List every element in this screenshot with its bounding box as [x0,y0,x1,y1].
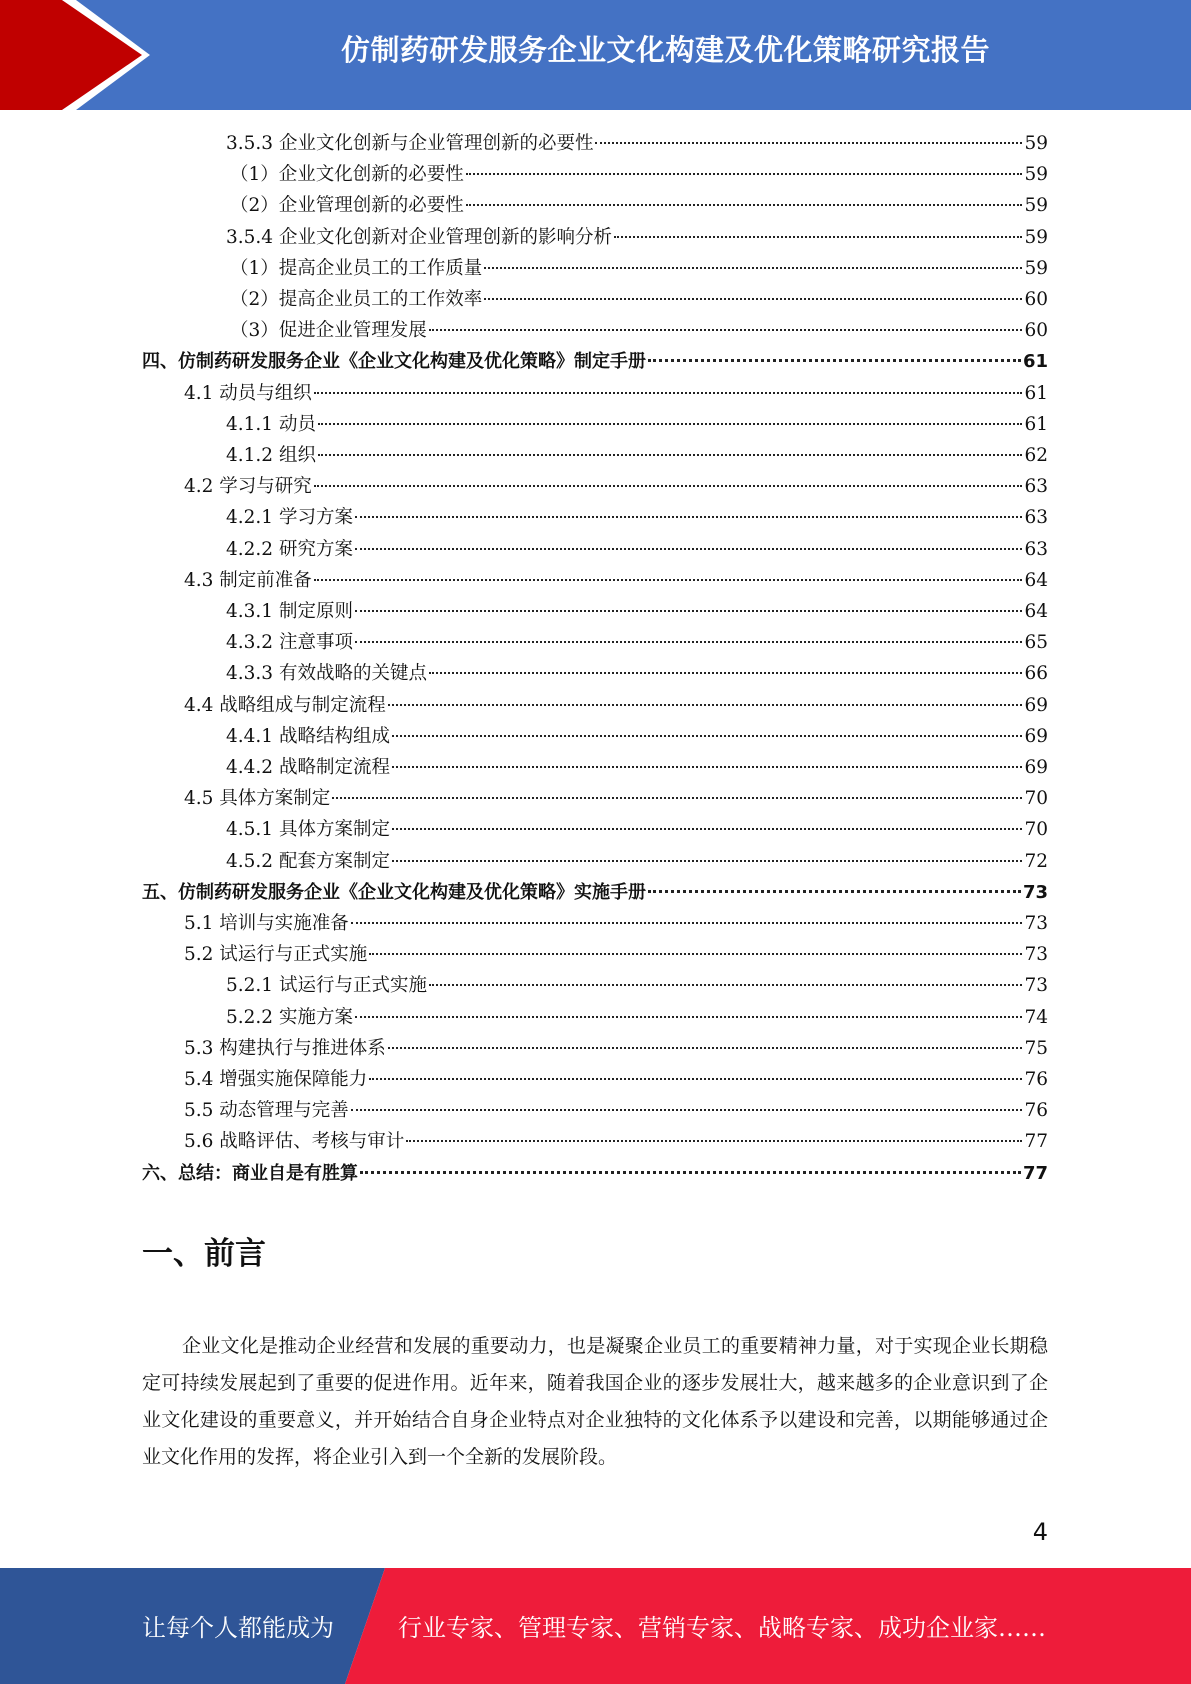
toc-entry-title: 4.5.2 配套方案制定 [226,850,390,872]
toc-entry-page: 75 [1024,1037,1048,1059]
toc-entry-title: 4.3.1 制定原则 [226,601,353,622]
toc-entry[interactable] [184,690,1048,721]
toc-dot-leader [314,485,1023,487]
header-title: 仿制药研发服务企业文化构建及优化策略研究报告 [340,33,990,67]
toc-entry-page: 59 [1024,195,1048,217]
toc-dot-leader [360,1171,1021,1174]
toc-entry-page: 63 [1024,476,1048,498]
toc-entry-title: 4.4 战略组成与制定流程 [184,694,386,716]
toc-entry-page: 69 [1024,757,1048,778]
toc-entry-title: （2）提高企业员工的工作效率 [230,289,483,310]
toc-entry[interactable] [230,190,1048,221]
toc-entry-page: 66 [1024,663,1048,685]
toc-dot-leader [392,735,1022,737]
toc-entry[interactable] [226,658,1048,689]
toc-entry-page: 61 [1022,351,1048,373]
toc-entry[interactable] [226,721,1048,752]
toc-dot-leader [466,204,1023,206]
toc-entry-title: 5.4 增强实施保障能力 [184,1069,368,1090]
toc-entry[interactable] [142,346,1048,377]
toc-entry[interactable] [226,846,1048,877]
toc-entry-title: 5.2.1 试运行与正式实施 [226,975,427,997]
toc-dot-leader [351,1109,1023,1111]
toc-entry-title: 4.4.2 战略制定流程 [226,757,390,778]
toc-dot-leader [429,984,1022,986]
toc-entry[interactable] [184,471,1048,502]
toc-dot-leader [648,890,1021,893]
toc-entry-page: 65 [1024,632,1048,654]
toc-entry-page: 77 [1024,1131,1048,1153]
toc-entry-title: （1）企业文化创新的必要性 [230,164,464,186]
toc-entry[interactable] [230,284,1048,315]
toc-dot-leader [355,516,1023,518]
toc-dot-leader [388,704,1023,706]
toc-entry[interactable] [184,1033,1048,1064]
toc-entry-title: 4.5.1 具体方案制定 [226,819,390,841]
toc-dot-leader [392,766,1022,768]
toc-entry-page: 70 [1024,788,1048,810]
toc-dot-leader [318,423,1023,425]
toc-entry-title: （3）促进企业管理发展 [230,320,427,342]
toc-entry-page: 74 [1024,1006,1048,1028]
toc-entry-page: 64 [1024,569,1048,591]
header-chevron-icon [0,0,160,110]
toc-entry[interactable] [230,253,1048,284]
toc-dot-leader [429,329,1023,331]
toc-entry-title: 4.4.1 战略结构组成 [226,725,390,747]
toc-dot-leader [466,173,1023,175]
toc-entry-page: 73 [1024,975,1048,997]
toc-entry-page: 73 [1024,913,1048,934]
toc-entry[interactable] [184,1095,1048,1126]
toc-dot-leader [355,548,1023,550]
toc-entry[interactable] [226,409,1048,440]
toc-dot-leader [332,797,1022,799]
toc-entry[interactable] [226,128,1048,159]
toc-entry-title: 5.5 动态管理与完善 [184,1100,349,1122]
toc-dot-leader [484,267,1022,269]
toc-entry[interactable] [226,752,1048,783]
toc-dot-leader [355,1016,1023,1018]
toc-entry-page: 59 [1024,164,1048,186]
toc-entry[interactable] [184,939,1048,970]
toc-entry-title: 4.1.1 动员 [226,413,316,435]
toc-entry[interactable] [184,1126,1048,1157]
toc-entry-page: 69 [1024,725,1048,747]
toc-entry[interactable] [226,970,1048,1001]
toc-entry[interactable] [184,908,1048,939]
toc-dot-leader [392,860,1022,862]
toc-entry[interactable] [230,159,1048,190]
toc-entry[interactable] [184,783,1048,814]
toc-entry-page: 73 [1024,944,1048,966]
toc-entry-page: 60 [1024,320,1048,342]
toc-entry-title: 4.3 制定前准备 [184,569,312,591]
toc-dot-leader [484,298,1022,300]
toc-entry-page: 72 [1024,850,1048,872]
toc-entry[interactable] [226,1002,1048,1033]
toc-dot-leader [355,610,1023,612]
toc-dot-leader [406,1140,1022,1142]
footer-slogan-left: 让每个人都能成为 [142,1614,334,1642]
toc-entry-title: 4.5 具体方案制定 [184,788,331,810]
toc-entry-page: 69 [1024,694,1048,716]
toc-entry-title: 五、仿制药研发服务企业《企业文化构建及优化策略》实施手册 [142,881,646,903]
toc-entry-title: 5.3 构建执行与推进体系 [184,1037,386,1059]
toc-entry-page: 63 [1024,538,1048,560]
toc-dot-leader [595,142,1022,144]
toc-entry[interactable] [226,627,1048,658]
toc-entry[interactable] [184,1064,1048,1095]
toc-entry-title: 5.2.2 实施方案 [226,1006,353,1028]
toc-entry[interactable] [142,1158,1048,1189]
page-header [0,0,1191,110]
toc-dot-leader [648,359,1021,362]
toc-entry-page: 70 [1024,819,1048,841]
page-footer [0,1568,1191,1684]
toc-entry[interactable] [226,534,1048,565]
toc-dot-leader [314,579,1023,581]
toc-dot-leader [355,641,1023,643]
toc-dot-leader [314,392,1023,394]
toc-entry-page: 73 [1022,881,1048,903]
toc-entry-title: 4.3.3 有效战略的关键点 [226,663,427,685]
footer-slogan-right: 行业专家、管理专家、营销专家、战略专家、成功企业家…… [398,1614,1046,1642]
toc-entry-page: 59 [1024,226,1048,248]
toc-entry[interactable] [226,222,1048,253]
toc-entry-title: （2）企业管理创新的必要性 [230,195,464,217]
toc-entry-page: 63 [1024,507,1048,529]
toc-entry-page: 77 [1022,1162,1048,1184]
toc-entry-page: 76 [1024,1100,1048,1122]
toc-dot-leader [388,1047,1023,1049]
toc-entry[interactable] [230,315,1048,346]
toc-entry-page: 61 [1024,413,1048,435]
toc-entry-title: 4.1.2 组织 [226,445,316,466]
toc-entry[interactable] [142,877,1048,908]
toc-entry-title: 3.5.4 企业文化创新对企业管理创新的影响分析 [226,226,612,248]
toc-entry-page: 62 [1024,445,1048,466]
toc-dot-leader [351,922,1023,924]
toc-dot-leader [369,1078,1022,1080]
toc-entry-title: 4.1 动员与组织 [184,382,312,404]
toc-dot-leader [369,953,1022,955]
toc-entry-page: 60 [1024,289,1048,310]
toc-entry-title: 4.2 学习与研究 [184,476,312,498]
toc-entry-page: 59 [1024,133,1048,154]
toc-entry-title: 3.5.3 企业文化创新与企业管理创新的必要性 [226,133,594,154]
toc-entry[interactable] [184,565,1048,596]
toc-dot-leader [614,236,1022,238]
toc-entry-title: 5.6 战略评估、考核与审计 [184,1131,405,1153]
toc-entry[interactable] [226,440,1048,471]
toc-dot-leader [392,828,1022,830]
body-paragraph: 企业文化是推动企业经营和发展的重要动力，也是凝聚企业员工的重要精神力量，对于实现企业长期稳定可持续发展起到了重要的促进作用。近年来，随着我国企业的逐步发展壮大，越来越多的企业意识到了企业文化建设的重要意义，并开始结合自身企业特点对企业独特的文化体系予以建设和完善，以期能够通过企业文化作用的发挥，将企业引入到一个全新的发展阶段。 [142,1335,1048,1468]
toc-entry-page: 61 [1024,382,1048,404]
toc-entry-page: 59 [1024,257,1048,279]
page-number: 4 [1032,1518,1048,1546]
toc-entry-title: 5.1 培训与实施准备 [184,913,349,934]
toc-dot-leader [318,454,1023,456]
toc-entry-title: 四、仿制药研发服务企业《企业文化构建及优化策略》制定手册 [142,351,646,373]
toc-entry[interactable] [226,814,1048,845]
toc-entry[interactable] [226,502,1048,533]
toc-entry[interactable] [226,596,1048,627]
toc-entry-title: 5.2 试运行与正式实施 [184,944,368,966]
section-title: 一、前言 [142,1236,266,1272]
toc-entry-title: 4.2.2 研究方案 [226,538,353,560]
toc-entry[interactable] [184,378,1048,409]
toc-entry-title: 六、总结：商业自是有胜算 [142,1162,358,1184]
toc-entry-page: 76 [1024,1069,1048,1090]
toc-entry-title: 4.3.2 注意事项 [226,632,353,654]
toc-entry-title: （1）提高企业员工的工作质量 [230,257,483,279]
toc-entry-page: 64 [1024,601,1048,622]
toc-dot-leader [429,672,1022,674]
toc-entry-title: 4.2.1 学习方案 [226,507,353,529]
